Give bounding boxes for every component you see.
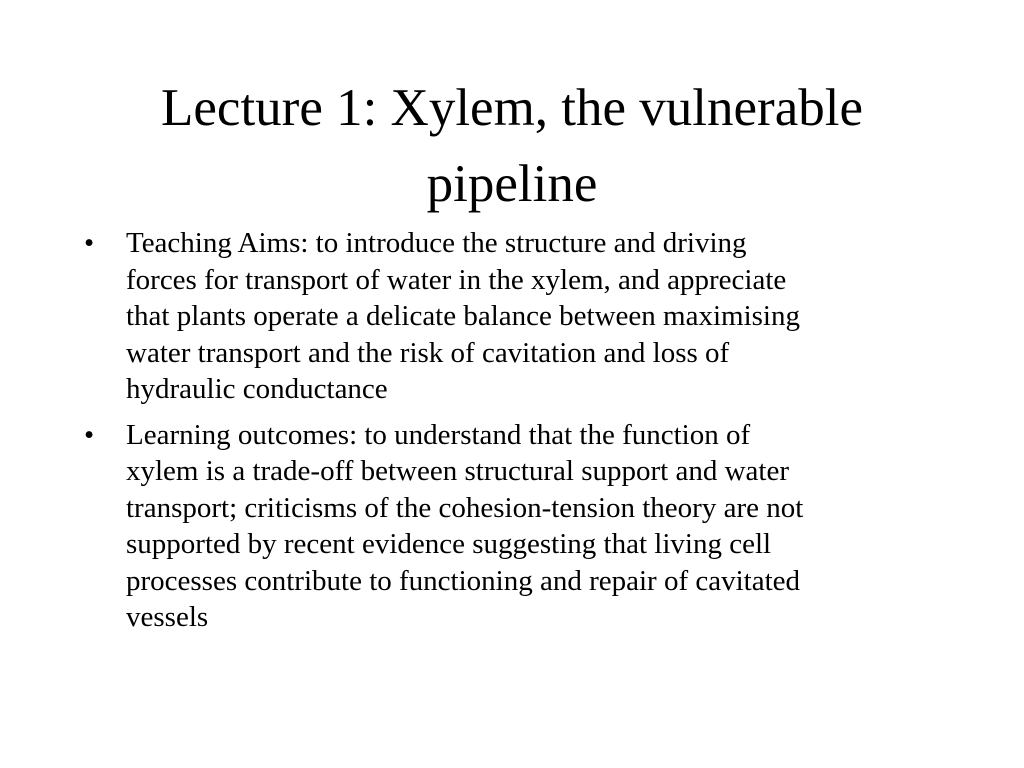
bullet-text-line: hydraulic conductance [126, 373, 388, 405]
bullet-text-line: transport; criticisms of the cohesion-tension theory are not [126, 491, 804, 524]
bullet-marker: • [84, 227, 95, 259]
bullet-text-line: Learning outcomes: to understand that the function of [126, 418, 751, 451]
slide-title-line: Lecture 1: Xylem, the vulnerable [161, 79, 863, 137]
bullet-text-line: Teaching Aims: to introduce the structure and driving [126, 227, 747, 259]
bullet-text-line: supported by recent evidence suggesting that living cell [126, 528, 772, 560]
bullet-marker: • [84, 418, 95, 451]
bullet-item-learning-outcomes [84, 417, 944, 636]
bullet-text-line: water transport and the risk of cavitation and loss of [126, 336, 730, 369]
bullet-text-line: xylem is a trade-off between structural support and water [126, 455, 790, 487]
bullet-text-line: that plants operate a delicate balance between maximising [126, 300, 800, 332]
bullet-text-line: vessels [126, 601, 209, 633]
bullet-text-line: forces for transport of water in the xylem, and appreciate [126, 263, 787, 296]
bullet-item-teaching-aims [84, 225, 944, 408]
bullet-text-line: processes contribute to functioning and repair of cavitated [126, 564, 801, 597]
slide-title-line: pipeline [426, 155, 598, 213]
bullet-text [126, 225, 944, 408]
bullet-list [84, 225, 944, 645]
bullet-text [126, 417, 944, 636]
slide-title [60, 70, 964, 222]
